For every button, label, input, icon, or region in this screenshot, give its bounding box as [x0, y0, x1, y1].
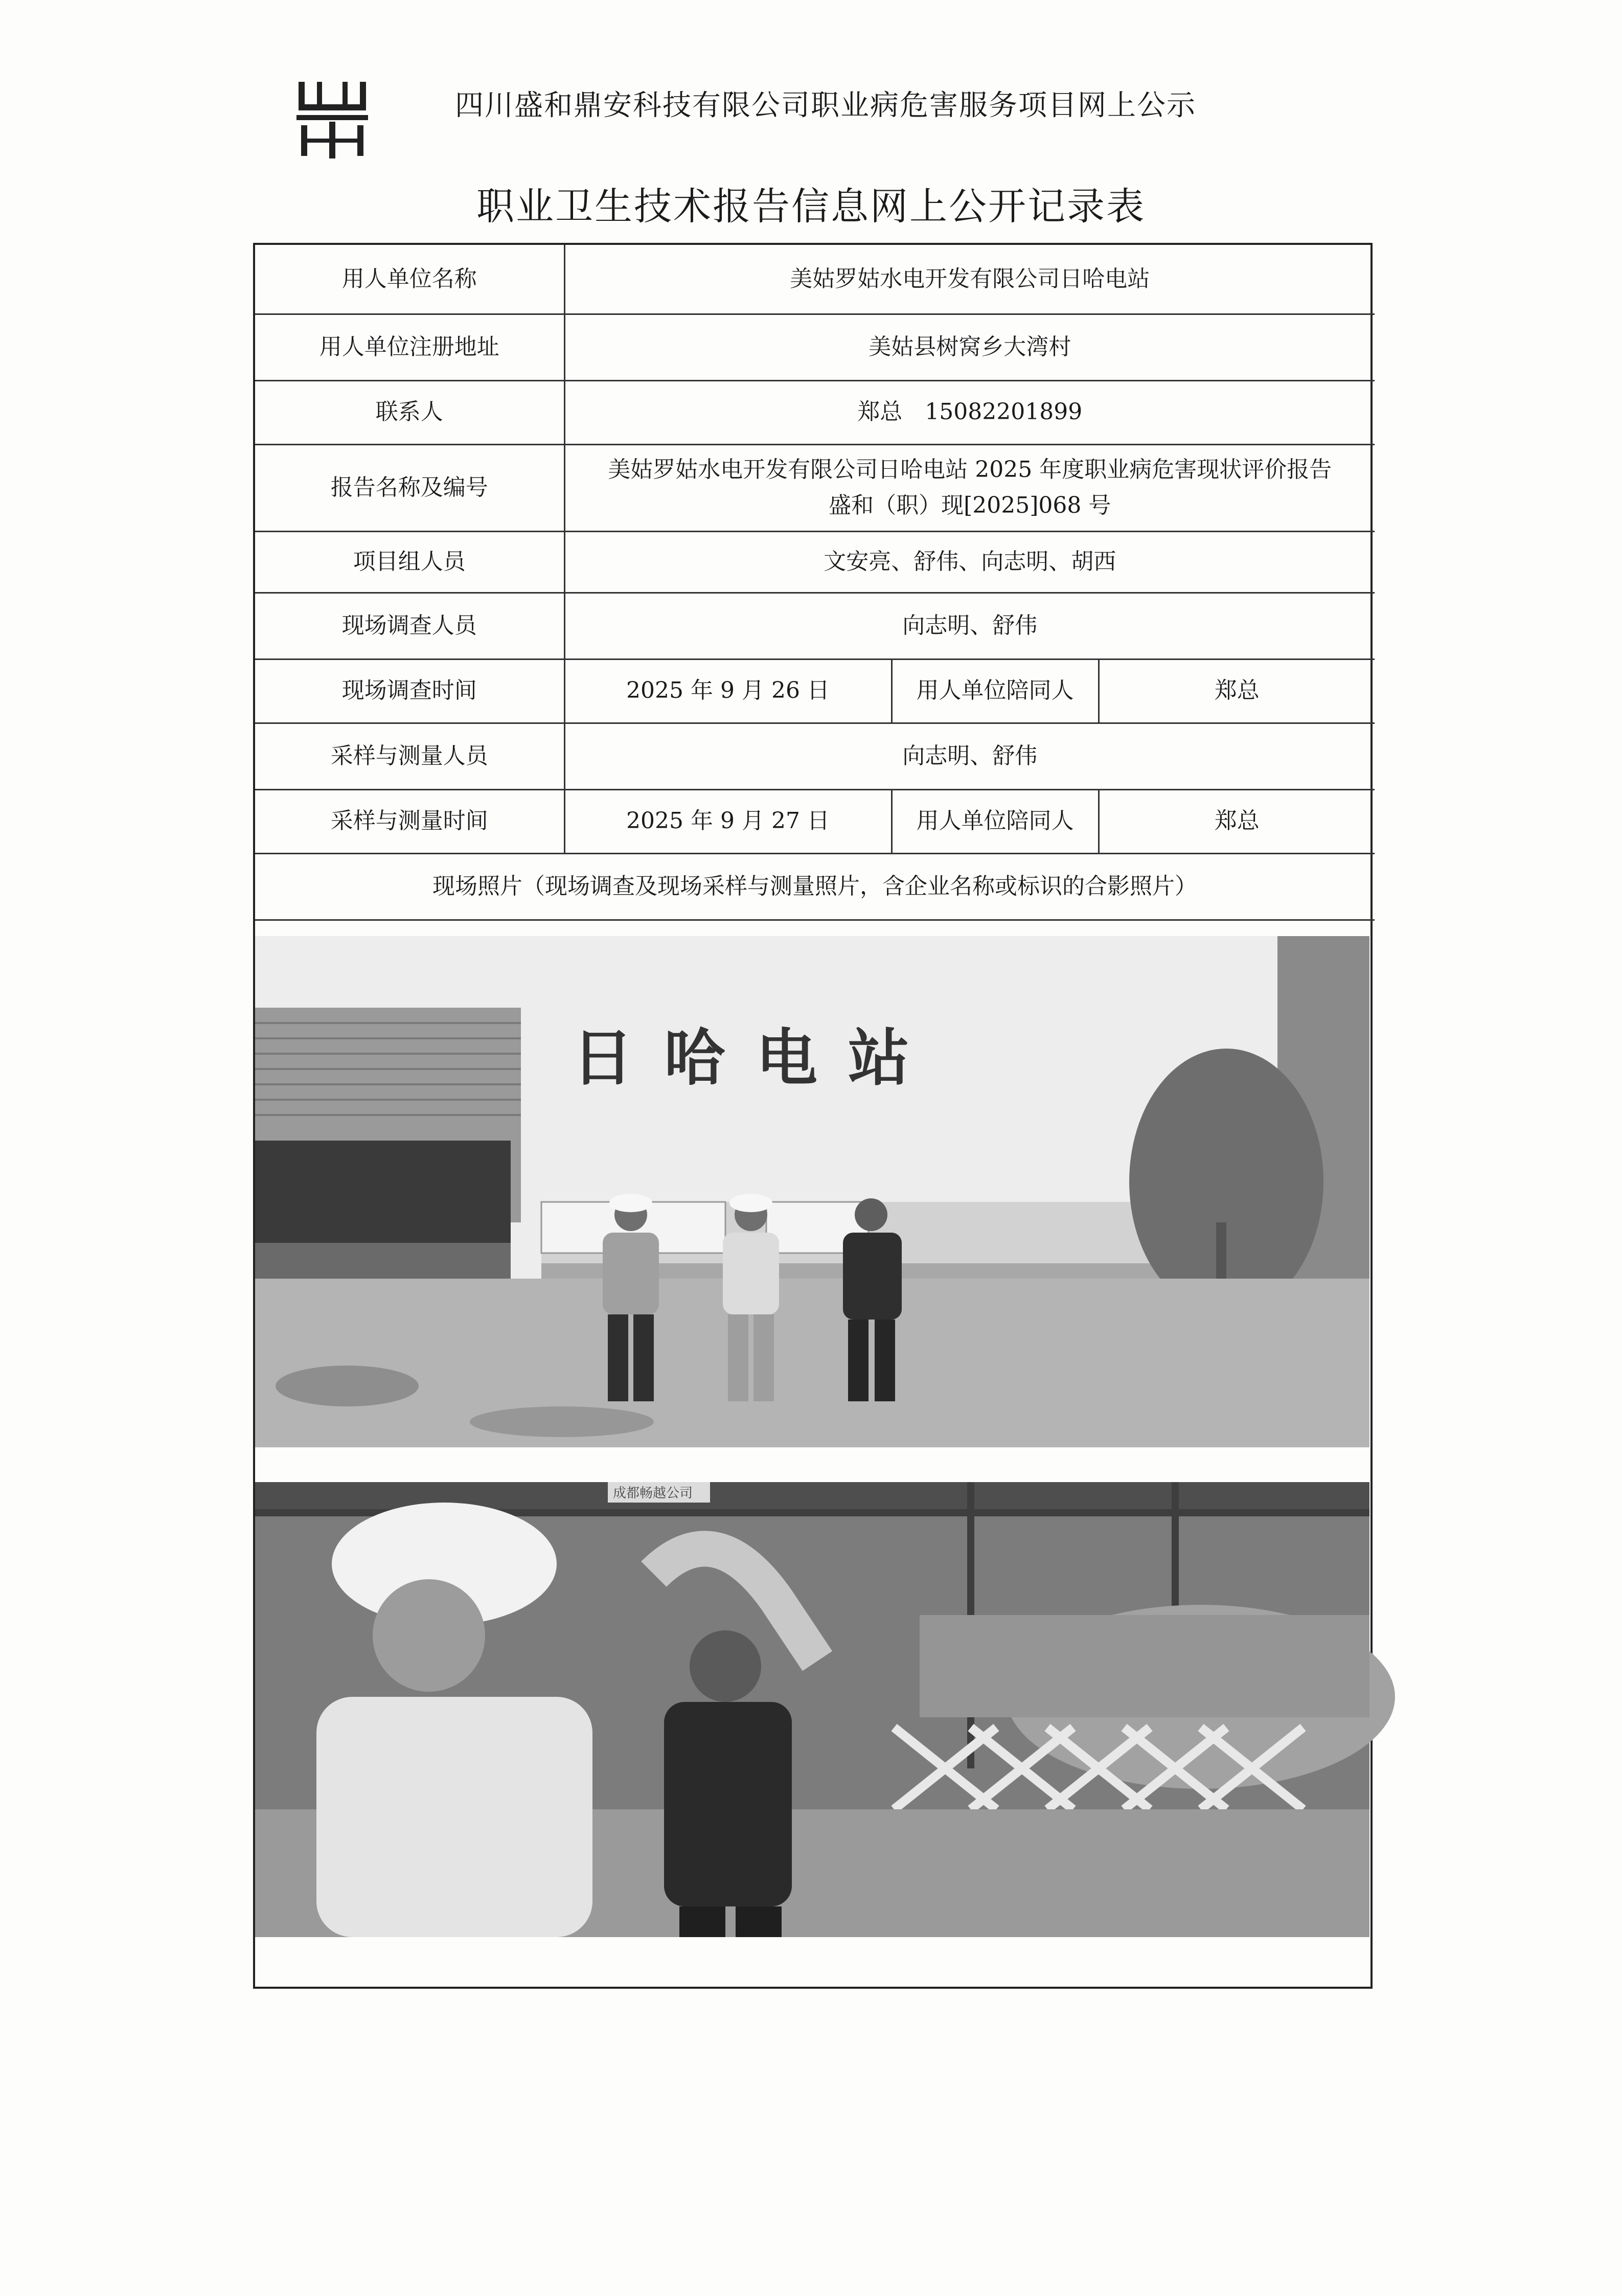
label-contact: 联系人	[255, 380, 564, 444]
site-group-photo-image	[255, 936, 1369, 1447]
label-employer-name: 用人单位名称	[255, 245, 564, 314]
label-survey-staff: 现场调查人员	[255, 593, 564, 659]
label-survey-companion: 用人单位陪同人	[892, 659, 1099, 723]
value-contact: 郑总 15082201899	[564, 380, 1375, 444]
photos-caption: 现场照片（现场调查及现场采样与测量照片，含企业名称或标识的合影照片）	[255, 853, 1375, 920]
label-sampling-time: 采样与测量时间	[255, 789, 564, 853]
table-row	[255, 314, 1375, 380]
value-employer-name: 美姑罗姑水电开发有限公司日哈电站	[564, 245, 1375, 314]
document-title: 职业卫生技术报告信息网上公开记录表	[476, 185, 1146, 229]
photo1-sign: 日哈电站	[572, 1023, 940, 1094]
value-sampling-companion: 郑总	[1099, 789, 1375, 853]
table-row	[255, 245, 1375, 314]
label-report: 报告名称及编号	[255, 444, 564, 531]
label-project-members: 项目组人员	[255, 531, 564, 593]
value-survey-staff: 向志明、舒伟	[564, 593, 1375, 659]
label-survey-time: 现场调查时间	[255, 659, 564, 723]
value-survey-time: 2025 年 9 月 26 日	[564, 659, 892, 723]
record-table-frame	[253, 243, 1373, 1989]
table-row	[255, 593, 1375, 659]
record-table	[255, 245, 1375, 921]
person-measuring	[316, 1503, 592, 1937]
report-name: 美姑罗姑水电开发有限公司日哈电站 2025 年度职业病危害现状评价报告	[608, 456, 1332, 483]
value-report	[564, 444, 1375, 531]
company-logo	[291, 77, 373, 161]
table-row	[255, 380, 1375, 444]
site-sampling-photo-image	[255, 1482, 1369, 1937]
photo2-tag: 成都畅越公司	[613, 1486, 693, 1501]
label-registered-address: 用人单位注册地址	[255, 314, 564, 380]
site-group-photo	[255, 936, 1369, 1447]
table-row	[255, 531, 1375, 593]
document-header	[291, 72, 1416, 169]
value-registered-address: 美姑县树窝乡大湾村	[564, 314, 1375, 380]
table-row	[255, 789, 1375, 853]
report-number: 盛和（职）现[2025]068 号	[829, 492, 1111, 518]
table-row	[255, 723, 1375, 789]
value-survey-companion: 郑总	[1099, 659, 1375, 723]
value-sampling-staff: 向志明、舒伟	[564, 723, 1375, 789]
table-row	[255, 659, 1375, 723]
value-project-members: 文安亮、舒伟、向志明、胡西	[564, 531, 1375, 593]
value-sampling-time: 2025 年 9 月 27 日	[564, 789, 892, 853]
site-sampling-photo	[255, 1482, 1369, 1937]
table-row	[255, 444, 1375, 531]
organization-notice: 四川盛和鼎安科技有限公司职业病危害服务项目网上公示	[455, 89, 1196, 122]
label-sampling-companion: 用人单位陪同人	[892, 789, 1099, 853]
label-sampling-staff: 采样与测量人员	[255, 723, 564, 789]
table-row	[255, 853, 1375, 920]
